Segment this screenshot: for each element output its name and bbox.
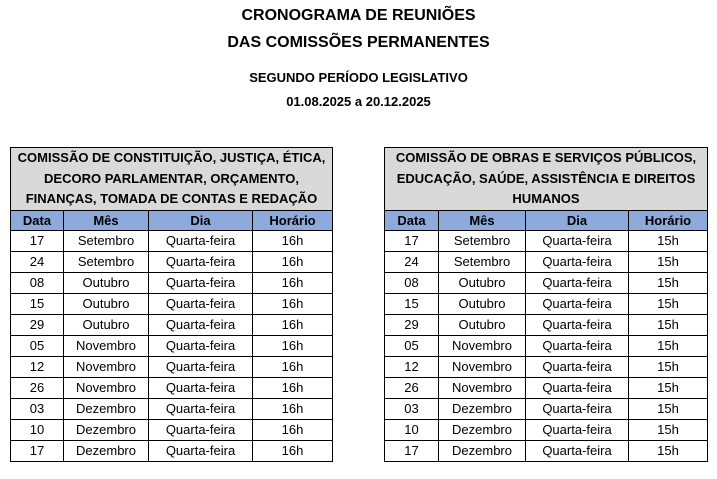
month-cell: Outubro	[64, 272, 149, 293]
weekday-cell: Quarta-feira	[526, 335, 629, 356]
date-cell: 29	[385, 314, 439, 335]
date-cell: 15	[11, 293, 64, 314]
table-row	[11, 251, 333, 272]
weekday-cell: Quarta-feira	[526, 272, 629, 293]
weekday-cell: Quarta-feira	[149, 314, 253, 335]
col-header-data: Data	[385, 210, 439, 230]
date-cell: 10	[385, 419, 439, 440]
weekday-cell: Quarta-feira	[526, 419, 629, 440]
weekday-cell: Quarta-feira	[149, 251, 253, 272]
weekday-cell: Quarta-feira	[149, 440, 253, 461]
date-cell: 17	[11, 230, 64, 251]
date-cell: 08	[11, 272, 64, 293]
time-cell: 15h	[629, 251, 708, 272]
month-cell: Outubro	[439, 314, 526, 335]
time-cell: 15h	[629, 377, 708, 398]
col-header-horario: Horário	[629, 210, 708, 230]
table-row	[11, 335, 333, 356]
month-cell: Dezembro	[64, 440, 149, 461]
weekday-cell: Quarta-feira	[526, 356, 629, 377]
month-cell: Outubro	[439, 293, 526, 314]
table-row	[385, 251, 708, 272]
date-cell: 05	[11, 335, 64, 356]
time-cell: 16h	[253, 272, 333, 293]
table-row	[11, 377, 333, 398]
table-row	[385, 314, 708, 335]
time-cell: 15h	[629, 314, 708, 335]
col-header-dia: Dia	[526, 210, 629, 230]
time-cell: 15h	[629, 440, 708, 461]
table-row	[11, 230, 333, 251]
date-cell: 15	[385, 293, 439, 314]
time-cell: 15h	[629, 272, 708, 293]
time-cell: 15h	[629, 398, 708, 419]
month-cell: Dezembro	[439, 398, 526, 419]
month-cell: Outubro	[64, 293, 149, 314]
table-row	[385, 230, 708, 251]
document-title-line2: DAS COMISSÕES PERMANENTES	[227, 34, 490, 51]
time-cell: 16h	[253, 419, 333, 440]
month-cell: Setembro	[439, 251, 526, 272]
document-title-line1: CRONOGRAMA DE REUNIÕES	[241, 7, 476, 24]
weekday-cell: Quarta-feira	[149, 272, 253, 293]
weekday-cell: Quarta-feira	[149, 335, 253, 356]
date-cell: 29	[11, 314, 64, 335]
date-cell: 26	[11, 377, 64, 398]
weekday-cell: Quarta-feira	[526, 230, 629, 251]
time-cell: 15h	[629, 356, 708, 377]
time-cell: 16h	[253, 251, 333, 272]
committee-title: COMISSÃO DE OBRAS E SERVIÇOS PÚBLICOS, EDUCAÇÃO, SAÚDE, ASSISTÊNCIA E DIREITOS HUMANOS	[385, 148, 708, 211]
date-cell: 12	[385, 356, 439, 377]
column-header-row	[11, 210, 333, 230]
weekday-cell: Quarta-feira	[526, 440, 629, 461]
date-cell: 24	[385, 251, 439, 272]
time-cell: 16h	[253, 335, 333, 356]
weekday-cell: Quarta-feira	[526, 314, 629, 335]
committee-title: COMISSÃO DE CONSTITUIÇÃO, JUSTIÇA, ÉTICA, DECORO PARLAMENTAR, ORÇAMENTO, FINANÇAS, TOMADA DE CONTAS E REDAÇÃO	[11, 148, 333, 211]
col-header-mes: Mês	[439, 210, 526, 230]
col-header-dia: Dia	[149, 210, 253, 230]
period-label: SEGUNDO PERÍODO LEGISLATIVO	[249, 70, 468, 85]
table-row	[11, 314, 333, 335]
weekday-cell: Quarta-feira	[526, 251, 629, 272]
table-row	[11, 293, 333, 314]
month-cell: Dezembro	[64, 398, 149, 419]
weekday-cell: Quarta-feira	[526, 398, 629, 419]
weekday-cell: Quarta-feira	[526, 377, 629, 398]
table-row	[11, 440, 333, 461]
month-cell: Novembro	[439, 356, 526, 377]
committee-schedule-table-1	[10, 147, 333, 462]
table-row	[11, 272, 333, 293]
time-cell: 16h	[253, 356, 333, 377]
table-row	[11, 419, 333, 440]
weekday-cell: Quarta-feira	[149, 419, 253, 440]
table-row	[385, 335, 708, 356]
date-cell: 26	[385, 377, 439, 398]
date-cell: 17	[385, 440, 439, 461]
time-cell: 16h	[253, 293, 333, 314]
table-row	[385, 398, 708, 419]
table-row	[11, 356, 333, 377]
weekday-cell: Quarta-feira	[526, 293, 629, 314]
month-cell: Novembro	[64, 335, 149, 356]
month-cell: Dezembro	[439, 440, 526, 461]
date-cell: 03	[385, 398, 439, 419]
table-row	[385, 377, 708, 398]
date-cell: 17	[11, 440, 64, 461]
month-cell: Novembro	[64, 377, 149, 398]
committee-schedule-table-2	[384, 147, 708, 462]
col-header-mes: Mês	[64, 210, 149, 230]
month-cell: Novembro	[439, 377, 526, 398]
time-cell: 16h	[253, 314, 333, 335]
month-cell: Novembro	[439, 335, 526, 356]
column-header-row	[385, 210, 708, 230]
weekday-cell: Quarta-feira	[149, 230, 253, 251]
time-cell: 16h	[253, 230, 333, 251]
time-cell: 15h	[629, 419, 708, 440]
month-cell: Setembro	[64, 251, 149, 272]
table-row	[385, 440, 708, 461]
month-cell: Setembro	[439, 230, 526, 251]
month-cell: Dezembro	[64, 419, 149, 440]
col-header-data: Data	[11, 210, 64, 230]
table-row	[385, 293, 708, 314]
table-row	[11, 398, 333, 419]
time-cell: 15h	[629, 335, 708, 356]
time-cell: 16h	[253, 377, 333, 398]
time-cell: 16h	[253, 440, 333, 461]
weekday-cell: Quarta-feira	[149, 356, 253, 377]
date-cell: 10	[11, 419, 64, 440]
weekday-cell: Quarta-feira	[149, 377, 253, 398]
date-cell: 12	[11, 356, 64, 377]
date-cell: 24	[11, 251, 64, 272]
table-row	[385, 356, 708, 377]
table-row	[385, 272, 708, 293]
time-cell: 16h	[253, 398, 333, 419]
weekday-cell: Quarta-feira	[149, 398, 253, 419]
month-cell: Novembro	[64, 356, 149, 377]
time-cell: 15h	[629, 293, 708, 314]
month-cell: Dezembro	[439, 419, 526, 440]
weekday-cell: Quarta-feira	[149, 293, 253, 314]
date-cell: 17	[385, 230, 439, 251]
month-cell: Outubro	[439, 272, 526, 293]
month-cell: Outubro	[64, 314, 149, 335]
period-dates: 01.08.2025 a 20.12.2025	[286, 94, 431, 109]
date-cell: 05	[385, 335, 439, 356]
table-row	[385, 419, 708, 440]
date-cell: 08	[385, 272, 439, 293]
month-cell: Setembro	[64, 230, 149, 251]
time-cell: 15h	[629, 230, 708, 251]
date-cell: 03	[11, 398, 64, 419]
col-header-horario: Horário	[253, 210, 333, 230]
